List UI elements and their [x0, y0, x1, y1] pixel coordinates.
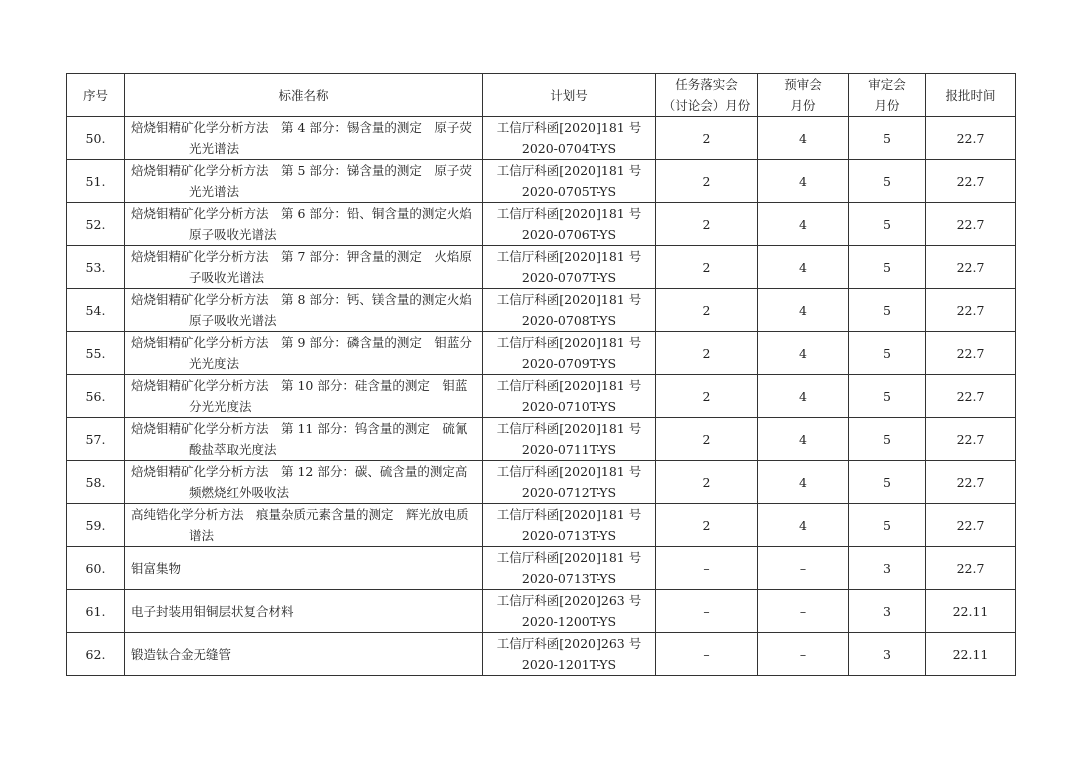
cell-plan	[483, 547, 656, 590]
cell-seq: 56.	[67, 375, 125, 418]
cell-seq: 60.	[67, 547, 125, 590]
cell-task-month: 2	[656, 418, 758, 461]
cell-standard-name: 焙烧钼精矿化学分析方法 第 9 部分：磷含量的测定 钼蓝分光光度法	[125, 332, 483, 375]
cell-standard-name: 焙烧钼精矿化学分析方法 第 6 部分：铅、铜含量的测定火焰原子吸收光谱法	[125, 203, 483, 246]
plan-code: 2020-0708T-YS	[521, 313, 617, 328]
cell-task-month: 2	[656, 504, 758, 547]
table-row	[67, 504, 1016, 547]
table-row	[67, 418, 1016, 461]
cell-review-month: 5	[849, 289, 926, 332]
cell-prereview-month: –	[758, 590, 849, 633]
cell-seq: 54.	[67, 289, 125, 332]
cell-report-time: 22.7	[926, 504, 1016, 547]
table-row	[67, 117, 1016, 160]
cell-task-month: 2	[656, 160, 758, 203]
cell-review-month: 5	[849, 461, 926, 504]
cell-review-month: 5	[849, 418, 926, 461]
table-row	[67, 203, 1016, 246]
cell-review-month: 5	[849, 332, 926, 375]
plan-document-number: 工信厅科函[2020]181 号	[496, 249, 642, 264]
plan-document-number: 工信厅科函[2020]181 号	[496, 163, 642, 178]
cell-plan	[483, 418, 656, 461]
table-row	[67, 547, 1016, 590]
plan-document-number: 工信厅科函[2020]263 号	[496, 636, 642, 651]
cell-review-month: 5	[849, 375, 926, 418]
cell-prereview-month: 4	[758, 160, 849, 203]
table-row	[67, 633, 1016, 676]
cell-seq: 61.	[67, 590, 125, 633]
cell-prereview-month: 4	[758, 289, 849, 332]
cell-task-month: –	[656, 547, 758, 590]
cell-report-time: 22.11	[926, 590, 1016, 633]
cell-standard-name: 电子封装用钼铜层状复合材料	[125, 590, 483, 633]
cell-task-month: –	[656, 633, 758, 676]
cell-report-time: 22.7	[926, 289, 1016, 332]
cell-prereview-month: 4	[758, 461, 849, 504]
table-row	[67, 590, 1016, 633]
cell-plan	[483, 461, 656, 504]
cell-review-month: 3	[849, 547, 926, 590]
cell-report-time: 22.7	[926, 547, 1016, 590]
cell-plan	[483, 375, 656, 418]
plan-code: 2020-0713T-YS	[521, 571, 617, 586]
cell-standard-name: 高纯锆化学分析方法 痕量杂质元素含量的测定 辉光放电质谱法	[125, 504, 483, 547]
cell-report-time: 22.7	[926, 246, 1016, 289]
plan-code: 2020-0709T-YS	[521, 356, 617, 371]
cell-report-time: 22.7	[926, 332, 1016, 375]
table-row	[67, 289, 1016, 332]
cell-standard-name: 锻造钛合金无缝管	[125, 633, 483, 676]
cell-seq: 55.	[67, 332, 125, 375]
cell-review-month: 5	[849, 504, 926, 547]
header-row	[67, 74, 1016, 117]
cell-prereview-month: 4	[758, 117, 849, 160]
table-row	[67, 461, 1016, 504]
plan-code: 2020-0712T-YS	[521, 485, 617, 500]
plan-code: 2020-1200T-YS	[521, 614, 617, 629]
plan-code: 2020-0713T-YS	[521, 528, 617, 543]
plan-document-number: 工信厅科函[2020]181 号	[496, 292, 642, 307]
cell-review-month: 5	[849, 160, 926, 203]
plan-document-number: 工信厅科函[2020]181 号	[496, 206, 642, 221]
plan-document-number: 工信厅科函[2020]181 号	[496, 120, 642, 135]
cell-seq: 51.	[67, 160, 125, 203]
cell-standard-name: 钼富集物	[125, 547, 483, 590]
cell-task-month: 2	[656, 332, 758, 375]
cell-prereview-month: –	[758, 633, 849, 676]
cell-review-month: 5	[849, 117, 926, 160]
cell-seq: 50.	[67, 117, 125, 160]
cell-seq: 57.	[67, 418, 125, 461]
cell-standard-name: 焙烧钼精矿化学分析方法 第 5 部分：锑含量的测定 原子荧光光谱法	[125, 160, 483, 203]
cell-report-time: 22.7	[926, 375, 1016, 418]
cell-task-month: 2	[656, 289, 758, 332]
cell-seq: 59.	[67, 504, 125, 547]
cell-task-month: 2	[656, 117, 758, 160]
cell-plan	[483, 332, 656, 375]
plan-document-number: 工信厅科函[2020]181 号	[496, 464, 642, 479]
cell-plan	[483, 246, 656, 289]
cell-prereview-month: 4	[758, 332, 849, 375]
cell-task-month: 2	[656, 375, 758, 418]
cell-review-month: 5	[849, 246, 926, 289]
header-plan: 计划号	[483, 74, 656, 117]
cell-report-time: 22.7	[926, 418, 1016, 461]
plan-document-number: 工信厅科函[2020]181 号	[496, 335, 642, 350]
plan-document-number: 工信厅科函[2020]181 号	[496, 550, 642, 565]
cell-plan	[483, 590, 656, 633]
plan-document-number: 工信厅科函[2020]181 号	[496, 421, 642, 436]
cell-prereview-month: 4	[758, 246, 849, 289]
cell-report-time: 22.7	[926, 461, 1016, 504]
cell-prereview-month: 4	[758, 418, 849, 461]
header-prereview-month: 预审会 月份	[758, 74, 849, 117]
cell-plan	[483, 504, 656, 547]
cell-review-month: 3	[849, 590, 926, 633]
cell-standard-name: 焙烧钼精矿化学分析方法 第 7 部分：钾含量的测定 火焰原子吸收光谱法	[125, 246, 483, 289]
cell-plan	[483, 289, 656, 332]
plan-code: 2020-0711T-YS	[521, 442, 617, 457]
cell-report-time: 22.7	[926, 117, 1016, 160]
cell-prereview-month: 4	[758, 203, 849, 246]
table-row	[67, 375, 1016, 418]
cell-prereview-month: 4	[758, 375, 849, 418]
cell-seq: 62.	[67, 633, 125, 676]
cell-task-month: 2	[656, 203, 758, 246]
cell-seq: 58.	[67, 461, 125, 504]
cell-plan	[483, 160, 656, 203]
cell-prereview-month: 4	[758, 504, 849, 547]
cell-review-month: 3	[849, 633, 926, 676]
plan-document-number: 工信厅科函[2020]181 号	[496, 507, 642, 522]
plan-code: 2020-0707T-YS	[521, 270, 617, 285]
plan-code: 2020-0710T-YS	[521, 399, 617, 414]
cell-prereview-month: –	[758, 547, 849, 590]
table-row	[67, 332, 1016, 375]
header-review-month: 审定会 月份	[849, 74, 926, 117]
cell-report-time: 22.11	[926, 633, 1016, 676]
cell-task-month: 2	[656, 461, 758, 504]
plan-code: 2020-1201T-YS	[521, 657, 617, 672]
plan-code: 2020-0706T-YS	[521, 227, 617, 242]
plan-document-number: 工信厅科函[2020]181 号	[496, 378, 642, 393]
header-name: 标准名称	[125, 74, 483, 117]
cell-report-time: 22.7	[926, 203, 1016, 246]
standards-table	[66, 73, 1016, 676]
cell-task-month: –	[656, 590, 758, 633]
cell-standard-name: 焙烧钼精矿化学分析方法 第 12 部分：碳、硫含量的测定高频燃烧红外吸收法	[125, 461, 483, 504]
plan-code: 2020-0705T-YS	[521, 184, 617, 199]
cell-standard-name: 焙烧钼精矿化学分析方法 第 11 部分：钨含量的测定 硫氰酸盐萃取光度法	[125, 418, 483, 461]
cell-standard-name: 焙烧钼精矿化学分析方法 第 4 部分：锡含量的测定 原子荧光光谱法	[125, 117, 483, 160]
header-task-month: 任务落实会 （讨论会）月份	[656, 74, 758, 117]
header-report-time: 报批时间	[926, 74, 1016, 117]
cell-report-time: 22.7	[926, 160, 1016, 203]
plan-document-number: 工信厅科函[2020]263 号	[496, 593, 642, 608]
header-seq: 序号	[67, 74, 125, 117]
cell-plan	[483, 117, 656, 160]
cell-task-month: 2	[656, 246, 758, 289]
table-row	[67, 246, 1016, 289]
cell-plan	[483, 633, 656, 676]
cell-review-month: 5	[849, 203, 926, 246]
table-row	[67, 160, 1016, 203]
cell-standard-name: 焙烧钼精矿化学分析方法 第 8 部分：钙、镁含量的测定火焰原子吸收光谱法	[125, 289, 483, 332]
cell-seq: 53.	[67, 246, 125, 289]
cell-seq: 52.	[67, 203, 125, 246]
plan-code: 2020-0704T-YS	[521, 141, 617, 156]
cell-plan	[483, 203, 656, 246]
cell-standard-name: 焙烧钼精矿化学分析方法 第 10 部分：硅含量的测定 钼蓝分光光度法	[125, 375, 483, 418]
